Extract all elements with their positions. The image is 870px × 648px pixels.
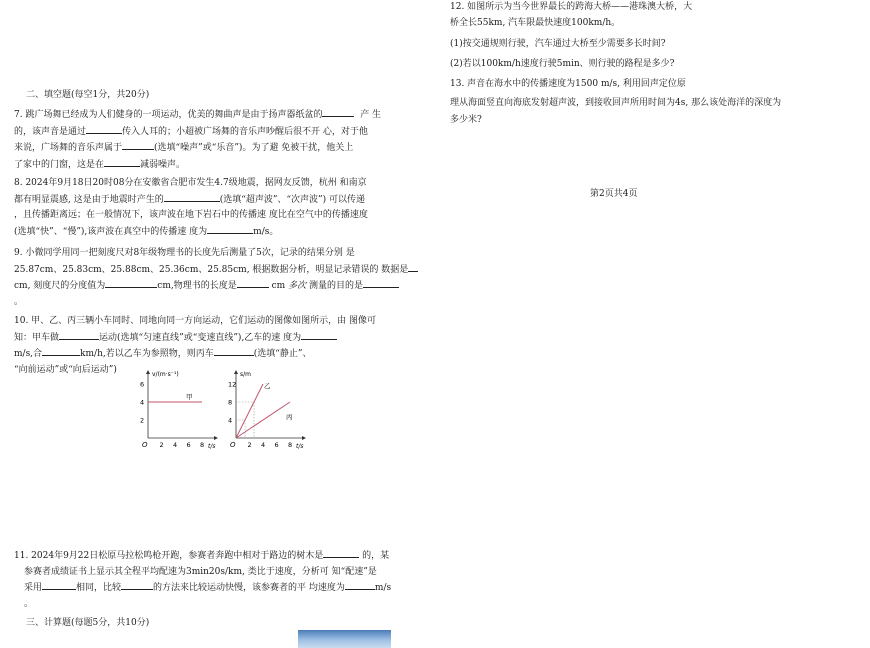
question-11 xyxy=(14,548,436,612)
s-t-graph xyxy=(226,368,310,450)
bridge-image xyxy=(298,630,391,648)
q11-line3d: m/s xyxy=(374,583,392,593)
q9-line4: 。 xyxy=(14,296,24,307)
q8-blank-2 xyxy=(207,224,253,234)
q7-blank-2 xyxy=(86,124,122,134)
v-t-xlabel: t/s xyxy=(208,443,216,450)
s-t-xlabel: t/s xyxy=(296,443,304,450)
q9-line1: 9. 小微同学用同一把刻度尺对8年级物理书的长度先后测量了5次，记录的结果分别 是 xyxy=(14,248,355,258)
q9-blank-1 xyxy=(408,262,418,272)
q8-line2a: 都有明显震感, 这是由于地震时产生的 xyxy=(14,194,164,205)
q9-line3d: 多次 xyxy=(288,281,307,291)
y-tick-label: 2 xyxy=(140,416,145,425)
q13-line3: 多少米? xyxy=(450,115,482,125)
question-13 xyxy=(450,76,865,129)
q10-blank-2 xyxy=(301,330,337,340)
y-tick-label: 12 xyxy=(228,380,237,389)
q11-line1b: 的，某 xyxy=(362,551,390,561)
q7-line2b: 传入人耳的；小超被广场舞的音乐声吵醒后很不开 心，对于他 xyxy=(122,126,368,137)
section-3-title: 三、计算题(每题5分，共10分) xyxy=(26,618,150,628)
q11-blank-3 xyxy=(121,580,153,590)
q11-line4: 。 xyxy=(24,598,34,609)
v-t-y-arrow xyxy=(146,370,150,374)
q11-blank-4 xyxy=(345,580,375,590)
question-7 xyxy=(14,107,436,173)
q10-line3a: m/s,合 xyxy=(14,349,43,359)
q11-blank-2 xyxy=(42,580,76,590)
q10-line4: “向前运动”或“向后运动”) xyxy=(14,364,117,375)
q11-blank-1 xyxy=(323,548,359,558)
s-t-y-arrow xyxy=(234,370,238,374)
q11-line3c: 的方法来比较运动快慢，该参赛者的平 均速度为 xyxy=(153,583,345,593)
question-12 xyxy=(450,0,865,72)
v-t-origin: O xyxy=(142,441,148,449)
q10-line2b: 运动(选填“匀速直线”或“变速直线”),乙车的速 度为 xyxy=(99,332,302,343)
q11-line3a: 采用 xyxy=(24,583,43,593)
y-tick-label: 4 xyxy=(228,416,233,425)
s-t-series-label-yi: 乙 xyxy=(264,382,271,390)
q8-blank-1 xyxy=(164,192,220,202)
q7-line3a: 来说，广场舞的音乐声属于 xyxy=(14,143,123,153)
question-8 xyxy=(14,176,436,240)
q9-line3b: cm,物理书的长度是 xyxy=(157,281,237,291)
q7-line4a: 了家中的门窗，这是在 xyxy=(14,159,105,170)
series-line-乙 xyxy=(236,384,263,438)
q9-line3a: cm, 刻度尺的分度值为 xyxy=(14,281,106,291)
q11-line3b: 相同，比较 xyxy=(76,583,122,593)
v-t-graph xyxy=(138,368,222,450)
q9-line2a: 25.87cm、25.83cm、25.88cm、25.36cm、25.85cm, 根据数据分析，明显记录错误的 数据是 xyxy=(14,264,409,275)
x-tick-label: 4 xyxy=(261,441,266,449)
question-10 xyxy=(14,314,436,378)
x-tick-label: 6 xyxy=(274,441,279,449)
q10-line2a: 知：甲车做 xyxy=(14,332,60,343)
x-tick-label: 4 xyxy=(173,441,178,449)
q7-line1b: 产 生 xyxy=(360,110,382,120)
s-t-x-arrow xyxy=(302,436,306,440)
s-t-ylabel: s/m xyxy=(240,371,251,378)
q8-line1: 8. 2024年9月18日20时08分在安徽省合肥市发生4.7级地震，据网友反馈，杭州 和南京 xyxy=(14,178,367,188)
q11-line1a: 11. 2024年9月22日松原马拉松鸣枪开跑，参赛者奔跑中相对于路边的树木是 xyxy=(14,551,324,561)
y-tick-label: 8 xyxy=(228,398,233,407)
q12-line1: 12. 如图所示为当今世界最长的跨海大桥——港珠澳大桥，大 xyxy=(450,2,693,12)
q7-blank-4 xyxy=(104,157,140,167)
q8-line4a: (选填“快”、“慢”),该声波在真空中的传播速 度为 xyxy=(14,226,208,237)
s-t-series-label-bing: 丙 xyxy=(286,413,293,421)
question-9 xyxy=(14,246,436,310)
q12-line3: (1)按交通规则行驶，汽车通过大桥至少需要多长时间? xyxy=(450,39,666,49)
q8-line2b: (选填“超声波”、“次声波”) 可以传递 xyxy=(219,194,366,205)
q8-line3: ，且传播距离远；在一般情况下，该声波在地下岩石中的传播速 度比在空气中的传播速度 xyxy=(14,210,368,220)
s-t-origin: O xyxy=(230,441,236,449)
q9-line3c: cm xyxy=(271,281,286,291)
q10-line3c: (选填“静止”、 xyxy=(253,349,312,359)
x-tick-label: 2 xyxy=(247,441,252,449)
y-tick-label: 4 xyxy=(140,398,145,407)
q9-blank-3 xyxy=(237,278,269,288)
v-t-series-label-jia: 甲 xyxy=(186,393,193,401)
v-t-ylabel: v/(m·s⁻¹) xyxy=(152,371,179,378)
q10-line1: 10. 甲、乙、丙三辆小车同时、同地向同一方向运动，它们运动的图像如图所示，由 图像可 xyxy=(14,316,377,326)
x-tick-label: 2 xyxy=(159,441,164,449)
q9-blank-2 xyxy=(105,278,157,288)
y-tick-label: 6 xyxy=(140,380,145,389)
q10-blank-1 xyxy=(59,330,99,340)
q10-line3b: km/h,若以乙车为参照物，则丙车 xyxy=(80,349,214,359)
x-tick-label: 8 xyxy=(200,441,205,449)
q10-blank-4 xyxy=(214,346,254,356)
q11-line2: 参赛者成绩证书上显示其全程平均配速为3min20s/km, 类比于速度，分析可 知“配速”是 xyxy=(24,566,377,577)
q12-line4: (2)若以100km/h速度行驶5min、则行驶的路程是多少? xyxy=(450,58,675,69)
q7-line2a: 的，该声音是通过 xyxy=(14,126,87,137)
x-tick-label: 8 xyxy=(288,441,293,449)
q13-line1: 13. 声音在海水中的传播速度为1500 m/s, 利用回声定位原 xyxy=(450,79,686,89)
q7-line1a: 7. 跳广场舞已经成为人们健身的一项运动，优美的舞曲声是由于扬声器纸盆的 xyxy=(14,110,323,120)
q7-line4b: 减弱噪声。 xyxy=(140,159,186,170)
q9-blank-4 xyxy=(363,278,399,288)
v-t-x-arrow xyxy=(214,436,218,440)
q12-line2: 桥全长55km, 汽车限最快速度100km/h。 xyxy=(450,17,621,28)
q7-line3b: (选填“噪声”或“乐音”)。为了避 免被干扰，他关上 xyxy=(154,143,354,153)
q9-line3e: 测量的目的是 xyxy=(308,281,363,291)
page-number: 第2页共4页 xyxy=(590,189,638,199)
q10-blank-3 xyxy=(42,346,80,356)
q7-blank-3 xyxy=(122,140,154,150)
x-tick-label: 6 xyxy=(186,441,191,449)
q7-blank-1 xyxy=(322,107,354,117)
q8-line4b: m/s。 xyxy=(253,226,279,237)
section-2-title: 二、填空题(每空1分，共20分) xyxy=(26,90,150,100)
series-line-丙 xyxy=(236,402,290,438)
q13-line2: 理从海面竖直向海底发射超声波，到接收回声所用时间为4s, 那么该处海洋的深度为 xyxy=(450,98,782,108)
